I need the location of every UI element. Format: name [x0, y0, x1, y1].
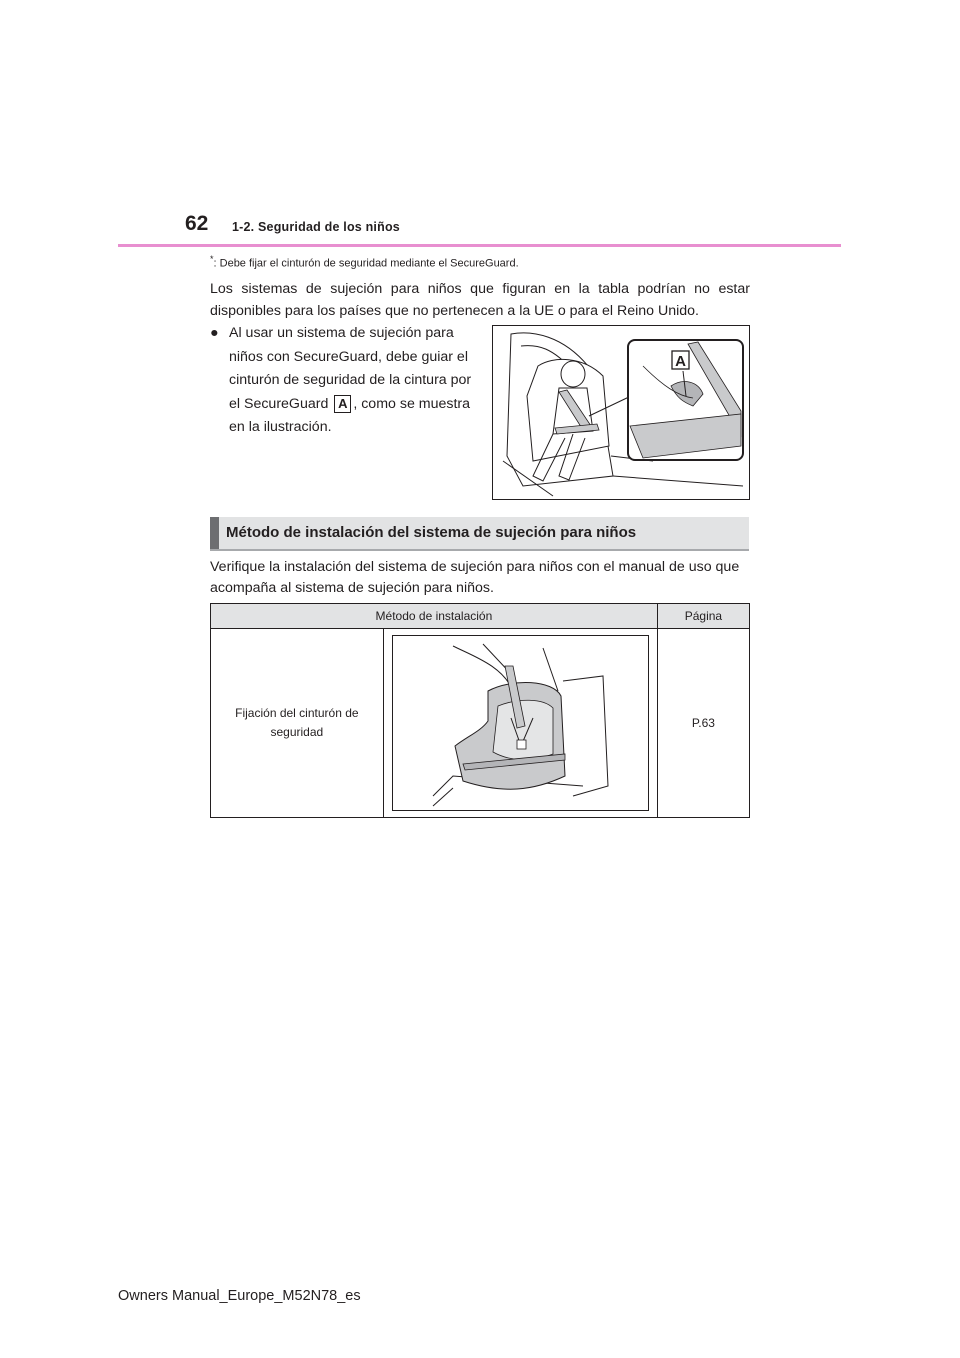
- table-cell-method: [211, 629, 384, 818]
- page-number: 62: [185, 212, 209, 235]
- table-header-row: [211, 604, 750, 629]
- intro-paragraph: Los sistemas de sujeción para niños que figuran en la tabla podrían no estar disponibles para los países que no pertenecen a la UE o para el Reino Unido.: [210, 281, 750, 319]
- footer-manual-id: Owners Manual_Europe_M52N78_es: [118, 1288, 361, 1304]
- column-header-page: Página: [657, 604, 749, 629]
- bullet-dot: ●: [210, 325, 219, 341]
- footnote-text: : Debe fijar el cinturón de seguridad mediante el SecureGuard.: [213, 257, 519, 270]
- table-row: [211, 629, 750, 818]
- column-header-method: Método de instalación: [211, 604, 658, 629]
- footnote: [210, 254, 519, 270]
- section-heading: Método de instalación del sistema de sujeción para niños: [226, 524, 637, 541]
- table-cell-page: P.63: [657, 629, 749, 818]
- figure-label-a: A: [675, 353, 686, 370]
- callout-label-a: A: [334, 395, 351, 413]
- installation-method-table: [210, 603, 750, 818]
- section-title: 1-2. Seguridad de los niños: [232, 220, 400, 234]
- verify-paragraph: Verifique la instalación del sistema de sujeción para niños con el manual de uso que acompaña al sistema de sujeción para niños.: [210, 559, 740, 596]
- bullet-text: [229, 322, 472, 440]
- header-rule: [118, 244, 841, 247]
- section-heading-bar: [210, 517, 749, 551]
- section-heading-accent: [210, 517, 219, 549]
- table-cell-illustration: [383, 629, 657, 818]
- method-label: Fijación del cinturón de seguridad: [235, 706, 359, 739]
- child-seat-secureguard-illustration: [492, 325, 750, 500]
- bullet-item: [210, 322, 472, 440]
- seat-belt-installation-illustration: [392, 635, 649, 811]
- bullet-text-after: , como se muestra en la ilustración.: [229, 395, 471, 435]
- bullet-text-before: Al usar un sistema de sujeción para niños con SecureGuard, debe guiar el cinturón de seguridad de la cintura por el SecureGuard: [229, 325, 472, 412]
- footnote-marker: *: [210, 254, 214, 264]
